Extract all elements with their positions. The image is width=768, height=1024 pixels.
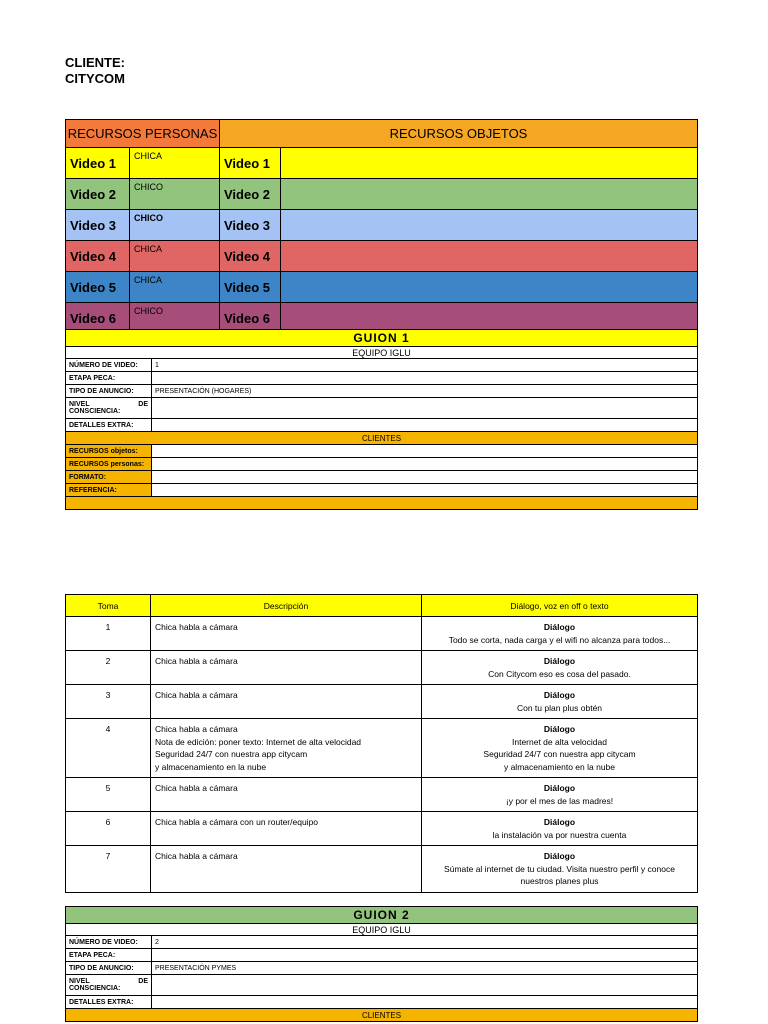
value-numero-video: 2	[152, 936, 698, 949]
tomas-table	[65, 594, 698, 893]
value-detalles-extra	[152, 419, 698, 432]
dialogo-label: Diálogo	[543, 724, 576, 734]
toma-number: 5	[66, 778, 151, 812]
descripcion-line: y almacenamiento en la nube	[155, 761, 267, 772]
dialogo-line: nuestros planes plus	[520, 876, 599, 886]
toma-dialogo	[422, 846, 698, 893]
descripcion-line: Chica habla a cámara	[155, 783, 238, 793]
guion-1-equipo: EQUIPO IGLU	[66, 347, 698, 359]
objeto-cell	[281, 148, 698, 179]
toma-row	[66, 651, 698, 685]
toma-descripcion	[151, 812, 422, 846]
video-obj-label: Video 3	[220, 210, 281, 241]
video-label: Video 1	[66, 148, 130, 179]
toma-dialogo	[422, 651, 698, 685]
label-tipo-anuncio: TIPO DE ANUNCIO:	[66, 962, 152, 975]
value-numero-video: 1	[152, 359, 698, 372]
label-nivel: NIVEL	[69, 401, 90, 408]
dialogo-line: Con tu plan plus obtén	[516, 702, 603, 713]
label-numero-video: NÚMERO DE VIDEO:	[66, 936, 152, 949]
toma-dialogo	[422, 617, 698, 651]
header-dialogo: Diálogo, voz en off o texto	[422, 595, 698, 617]
toma-descripcion	[151, 846, 422, 893]
guion-2-table	[65, 906, 698, 1022]
descripcion-line: Chica habla a cámara	[155, 690, 238, 700]
descripcion-line: Seguridad 24/7 con nuestra app citycam	[155, 749, 308, 759]
label-detalles-extra: DETALLES EXTRA:	[66, 419, 152, 432]
toma-number: 1	[66, 617, 151, 651]
dialogo-label: Diálogo	[543, 817, 576, 827]
value-detalles-extra	[152, 996, 698, 1009]
label-etapa-peca: ETAPA PECA:	[66, 372, 152, 385]
objeto-cell	[281, 272, 698, 303]
toma-descripcion	[151, 617, 422, 651]
value-nivel-consciencia	[152, 975, 698, 996]
dialogo-label: Diálogo	[543, 622, 576, 632]
tomas-header-row	[66, 595, 698, 617]
resource-row	[66, 272, 698, 303]
toma-dialogo	[422, 719, 698, 778]
dialogo-line: la instalación va por nuestra cuenta	[492, 829, 627, 840]
toma-row	[66, 617, 698, 651]
header-descripcion: Descripción	[151, 595, 422, 617]
objeto-cell	[281, 210, 698, 241]
objeto-cell	[281, 179, 698, 210]
dialogo-line: Con Citycom eso es cosa del pasado.	[488, 668, 631, 679]
video-obj-label: Video 5	[220, 272, 281, 303]
label-referencia: REFERENCIA:	[66, 484, 152, 497]
toma-dialogo	[422, 778, 698, 812]
value-etapa-peca	[152, 372, 698, 385]
label-de: DE	[138, 401, 148, 408]
dialogo-line: Todo se corta, nada carga y el wifi no alcanza para todos...	[448, 634, 671, 645]
value-tipo-anuncio: PRESENTACIÓN PYMES	[152, 962, 698, 975]
guion-1-table	[65, 329, 698, 510]
dialogo-label: Diálogo	[543, 656, 576, 666]
dialogo-line: Súmate al internet de tu ciudad. Visita nuestro perfil y conoce	[444, 863, 675, 874]
video-label: Video 4	[66, 241, 130, 272]
guion-2-title: GUION 2	[66, 907, 698, 924]
label-nivel-consciencia	[66, 975, 152, 996]
video-obj-label: Video 6	[220, 303, 281, 334]
toma-number: 3	[66, 685, 151, 719]
persona-cell: CHICO	[130, 179, 220, 210]
video-label: Video 3	[66, 210, 130, 241]
descripcion-line: Nota de edición: poner texto: Internet de alta velocidad	[155, 736, 362, 747]
persona-cell: CHICO	[130, 303, 220, 334]
video-obj-label: Video 2	[220, 179, 281, 210]
label-recursos-objetos: RECURSOS objetos:	[66, 445, 152, 458]
toma-row	[66, 812, 698, 846]
client-header	[65, 55, 125, 87]
video-label: Video 2	[66, 179, 130, 210]
label-tipo-anuncio: TIPO DE ANUNCIO:	[66, 385, 152, 398]
toma-number: 4	[66, 719, 151, 778]
persona-cell: CHICO	[130, 210, 220, 241]
toma-row	[66, 846, 698, 893]
toma-descripcion	[151, 685, 422, 719]
dialogo-label: Diálogo	[543, 690, 576, 700]
clientes-section: CLIENTES	[66, 432, 698, 445]
dialogo-line: Seguridad 24/7 con nuestra app citycam	[483, 749, 636, 759]
label-de: DE	[138, 978, 148, 985]
label-nivel: NIVEL	[69, 978, 90, 985]
descripcion-line: Chica habla a cámara con un router/equipo	[155, 817, 319, 827]
resource-row	[66, 179, 698, 210]
guion-1-footer	[66, 497, 698, 510]
toma-number: 7	[66, 846, 151, 893]
descripcion-line: Chica habla a cámara	[155, 724, 238, 734]
resource-row	[66, 148, 698, 179]
value-recursos-personas	[152, 458, 698, 471]
label-consciencia: CONSCIENCIA:	[69, 408, 121, 415]
guion-1-title: GUION 1	[66, 330, 698, 347]
clientes-section: CLIENTES	[66, 1009, 698, 1022]
toma-dialogo	[422, 685, 698, 719]
resource-row	[66, 210, 698, 241]
value-tipo-anuncio: PRESENTACIÓN (HOGARES)	[152, 385, 698, 398]
video-label: Video 6	[66, 303, 130, 334]
persona-cell: CHICA	[130, 272, 220, 303]
value-nivel-consciencia	[152, 398, 698, 419]
toma-number: 2	[66, 651, 151, 685]
toma-descripcion	[151, 719, 422, 778]
label-nivel-consciencia	[66, 398, 152, 419]
value-recursos-objetos	[152, 445, 698, 458]
persona-cell: CHICA	[130, 148, 220, 179]
value-referencia	[152, 484, 698, 497]
value-formato	[152, 471, 698, 484]
video-obj-label: Video 4	[220, 241, 281, 272]
client-label: CLIENTE:	[65, 55, 125, 70]
header-recursos-objetos: RECURSOS OBJETOS	[220, 120, 698, 148]
toma-descripcion	[151, 651, 422, 685]
toma-row	[66, 778, 698, 812]
toma-dialogo	[422, 812, 698, 846]
guion-2-equipo: EQUIPO IGLU	[66, 924, 698, 936]
header-recursos-personas: RECURSOS PERSONAS	[66, 120, 220, 148]
resources-table	[65, 119, 698, 334]
video-obj-label: Video 1	[220, 148, 281, 179]
dialogo-label: Diálogo	[543, 851, 576, 861]
label-formato: FORMATO:	[66, 471, 152, 484]
dialogo-label: Diálogo	[543, 783, 576, 793]
descripcion-line: Chica habla a cámara	[155, 656, 238, 666]
client-name: CITYCOM	[65, 71, 125, 86]
dialogo-line: ¡y por el mes de las madres!	[505, 795, 614, 806]
header-toma: Toma	[66, 595, 151, 617]
value-etapa-peca	[152, 949, 698, 962]
resource-row	[66, 241, 698, 272]
toma-row	[66, 719, 698, 778]
tomas-body	[66, 617, 698, 893]
label-etapa-peca: ETAPA PECA:	[66, 949, 152, 962]
descripcion-line: Chica habla a cámara	[155, 622, 238, 632]
toma-descripcion	[151, 778, 422, 812]
label-consciencia: CONSCIENCIA:	[69, 985, 121, 992]
label-detalles-extra: DETALLES EXTRA:	[66, 996, 152, 1009]
objeto-cell	[281, 241, 698, 272]
toma-row	[66, 685, 698, 719]
descripcion-line: Chica habla a cámara	[155, 851, 238, 861]
resources-header-row	[66, 120, 698, 148]
video-label: Video 5	[66, 272, 130, 303]
label-recursos-personas: RECURSOS personas:	[66, 458, 152, 471]
dialogo-line: y almacenamiento en la nube	[503, 761, 616, 772]
toma-number: 6	[66, 812, 151, 846]
dialogo-line: Internet de alta velocidad	[512, 736, 607, 747]
persona-cell: CHICA	[130, 241, 220, 272]
label-numero-video: NÚMERO DE VIDEO:	[66, 359, 152, 372]
